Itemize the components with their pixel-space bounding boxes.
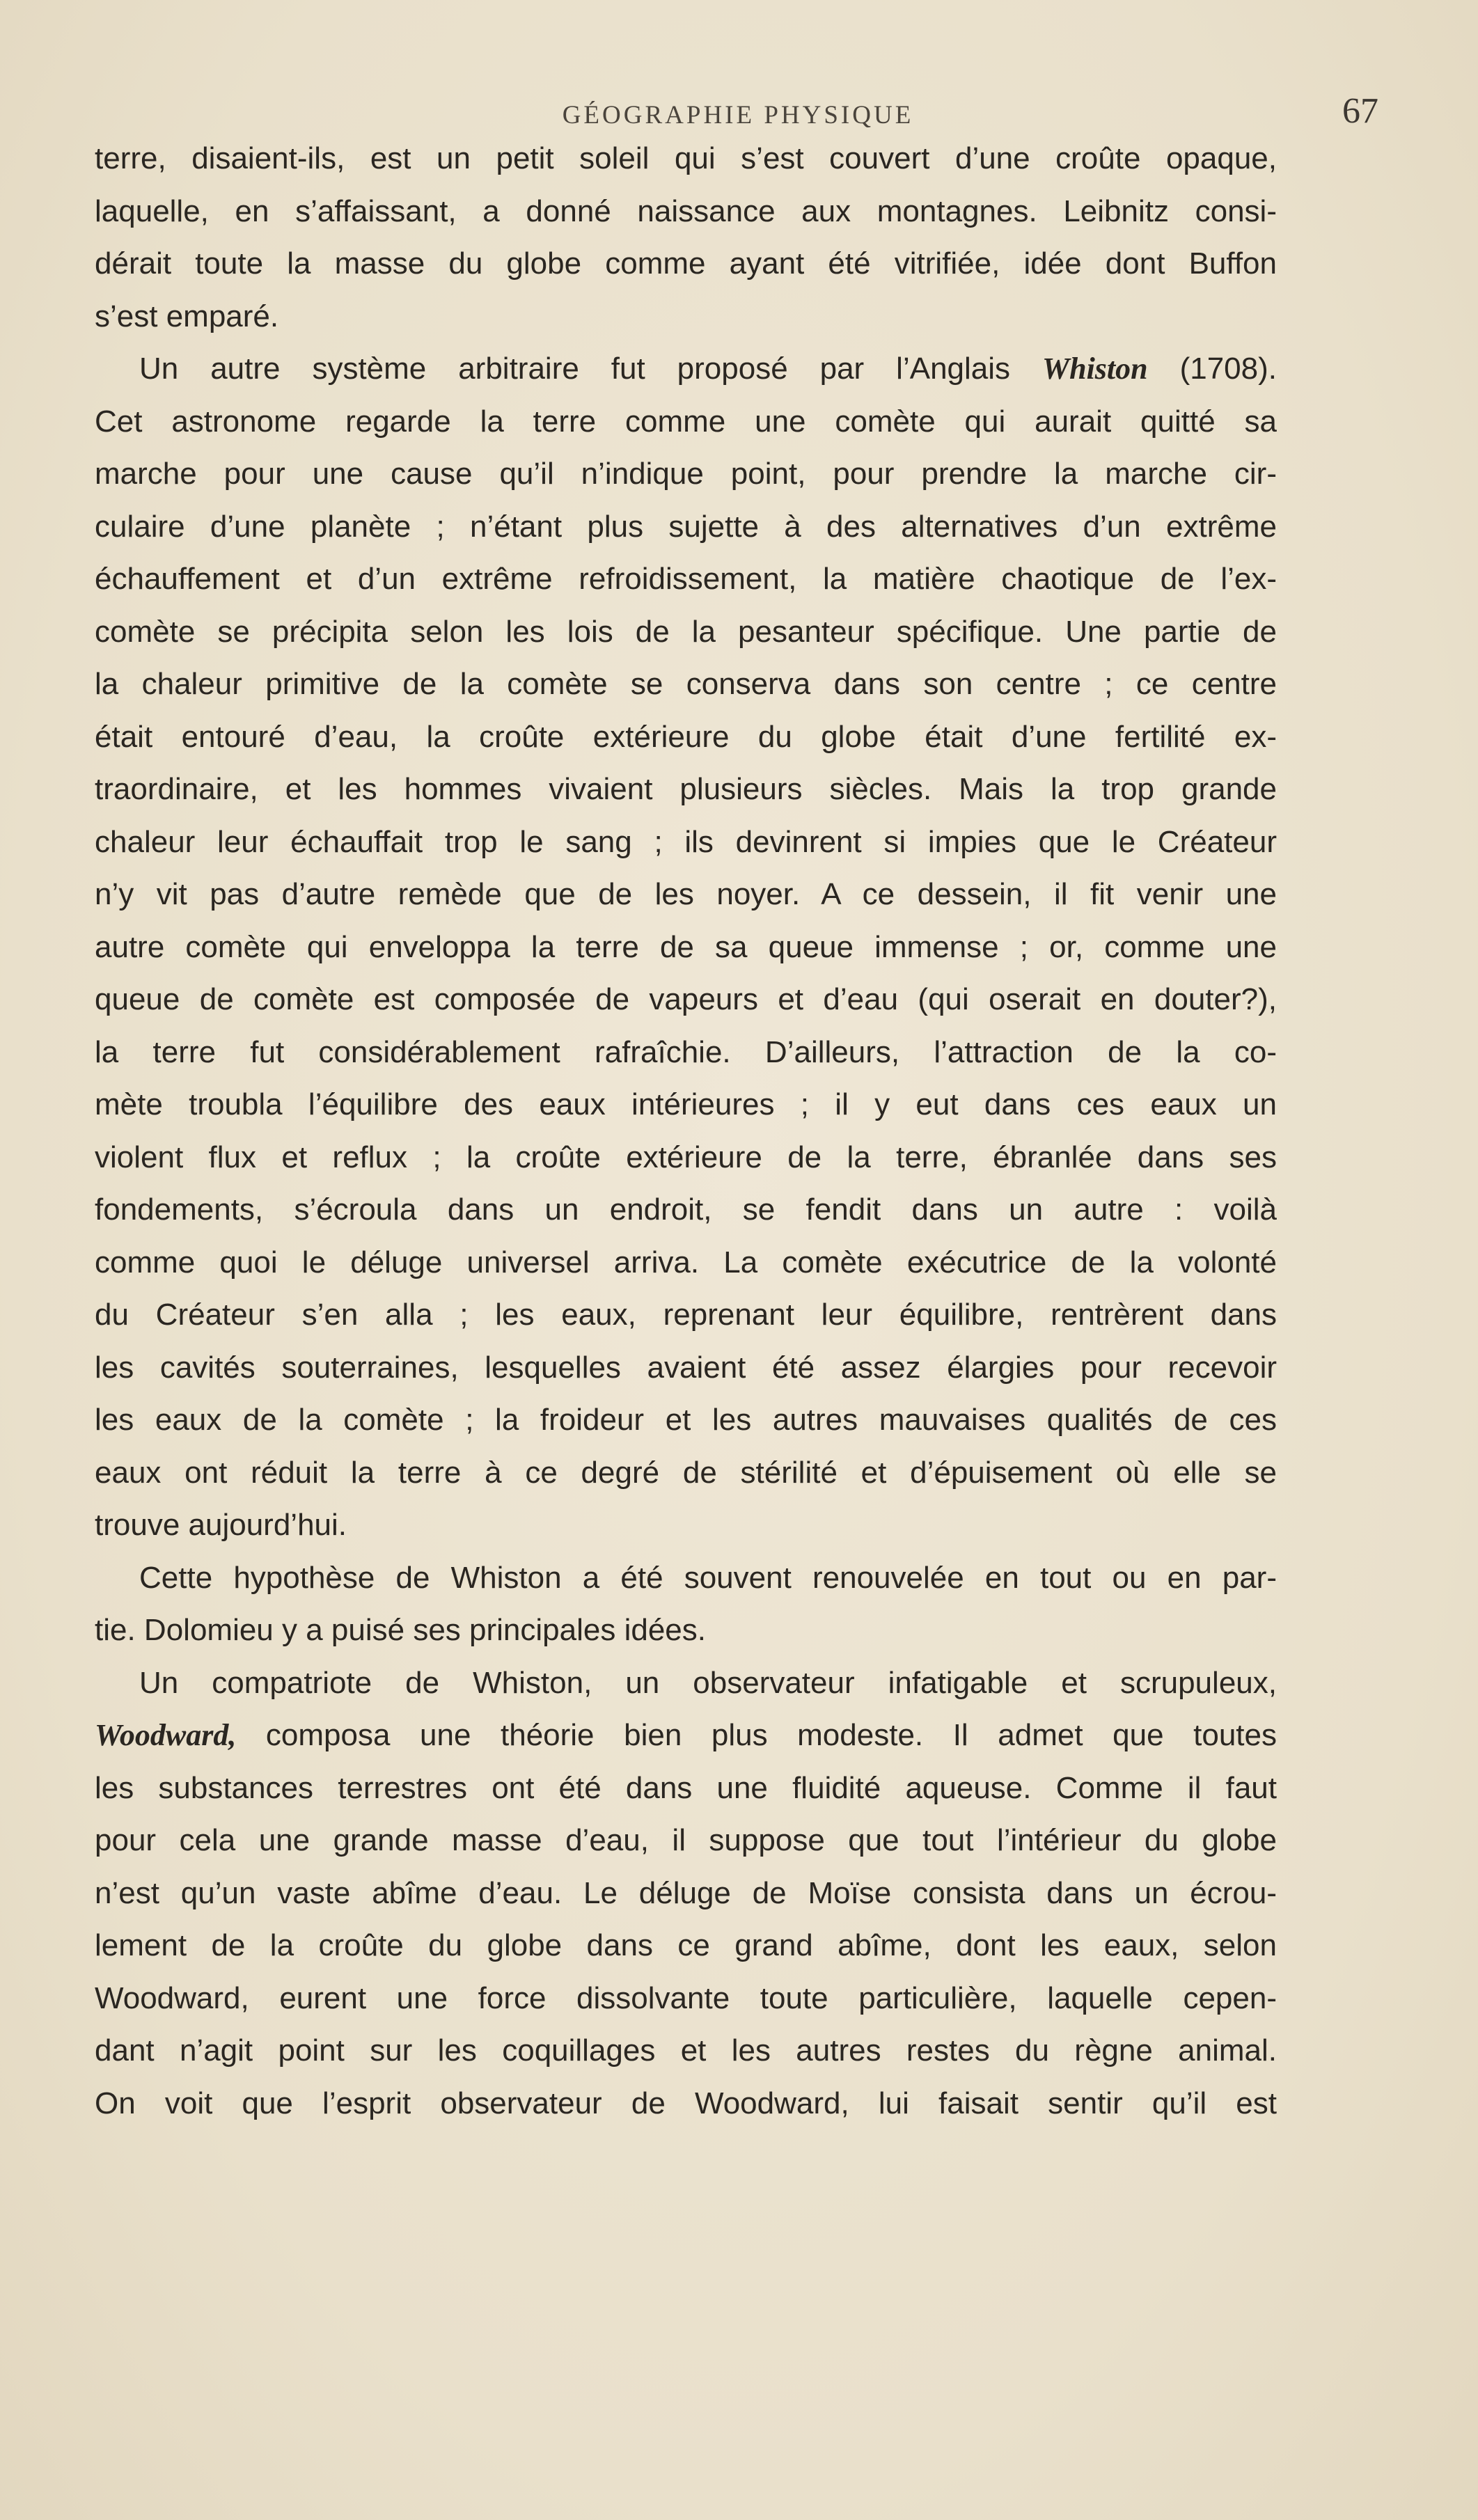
text-line	[95, 973, 1277, 1026]
text-line	[95, 342, 1277, 395]
text-run: terre, disaient-ils, est un petit soleil qui s’est couvert d’une croûte opaque,	[95, 141, 1277, 175]
text-line	[95, 1972, 1277, 2025]
text-line	[95, 1867, 1277, 1920]
text-line	[95, 501, 1277, 553]
text-run: du Créateur s’en alla ; les eaux, reprenant leur équilibre, rentrèrent dans	[95, 1298, 1277, 1332]
text-line	[95, 1604, 1277, 1657]
text-line	[95, 2024, 1277, 2077]
text-run: pour cela une grande masse d’eau, il suppose que tout l’intérieur du globe	[95, 1823, 1277, 1857]
text-line	[95, 1499, 1277, 1552]
text-run: fondements, s’écroula dans un endroit, se fendit dans un autre : voilà	[95, 1192, 1277, 1227]
text-line	[95, 1762, 1277, 1815]
text-run: Un compatriote de Whiston, un observateur infatigable et scrupuleux,	[139, 1665, 1277, 1700]
text-line	[95, 1552, 1277, 1605]
text-run: composa une théorie bien plus modeste. Il admet que toutes	[236, 1718, 1277, 1752]
italic-name: Woodward,	[95, 1718, 237, 1752]
text-run: (1708).	[1147, 352, 1277, 386]
text-run: dérait toute la masse du globe comme ayant été vitrifiée, idée dont Buffon	[95, 246, 1277, 281]
text-run: était entouré d’eau, la croûte extérieure du globe était d’une fertilité ex-	[95, 719, 1277, 754]
text-run: dant n’agit point sur les coquillages et les autres restes du règne animal.	[95, 2033, 1277, 2068]
text-run: Woodward, eurent une force dissolvante toute particulière, laquelle cepen-	[95, 1980, 1277, 2015]
text-line	[95, 237, 1277, 290]
text-line	[95, 1709, 1277, 1762]
text-run: trouve aujourd’hui.	[95, 1508, 347, 1542]
text-line	[95, 1236, 1277, 1289]
text-run: culaire d’une planète ; n’étant plus sujette à des alternatives d’un extrême	[95, 509, 1277, 544]
text-run: n’est qu’un vaste abîme d’eau. Le déluge de Moïse consista dans un écrou-	[95, 1875, 1277, 1910]
text-run: la chaleur primitive de la comète se conserva dans son centre ; ce centre	[95, 667, 1277, 701]
text-run: s’est emparé.	[95, 299, 279, 333]
text-line	[95, 868, 1277, 921]
text-line	[95, 1183, 1277, 1236]
body-text	[95, 132, 1277, 2129]
text-run: laquelle, en s’affaissant, a donné naissance aux montagnes. Leibnitz consi-	[95, 194, 1277, 228]
text-run: les eaux de la comète ; la froideur et les autres mauvaises qualités de ces	[95, 1403, 1277, 1437]
text-line	[95, 1919, 1277, 1972]
text-line	[95, 1447, 1277, 1499]
text-run: queue de comète est composée de vapeurs et d’eau (qui oserait en douter?),	[95, 982, 1277, 1016]
text-run: mète troubla l’équilibre des eaux intérieures ; il y eut dans ces eaux un	[95, 1087, 1277, 1121]
text-run: marche pour une cause qu’il n’indique point, pour prendre la marche cir-	[95, 457, 1277, 491]
text-run: Un autre système arbitraire fut proposé par l’Anglais	[139, 352, 1042, 386]
text-run: violent flux et reflux ; la croûte extérieure de la terre, ébranlée dans ses	[95, 1140, 1277, 1174]
text-run: la terre fut considérablement rafraîchie. D’ailleurs, l’attraction de la co-	[95, 1034, 1277, 1069]
text-run: comète se précipita selon les lois de la pesanteur spécifique. Une partie de	[95, 614, 1277, 649]
text-line	[95, 1814, 1277, 1867]
text-line	[95, 1131, 1277, 1184]
text-line	[95, 711, 1277, 764]
text-line	[95, 290, 1277, 343]
text-line	[95, 658, 1277, 711]
text-run: eaux ont réduit la terre à ce degré de stérilité et d’épuisement où elle se	[95, 1455, 1277, 1490]
running-title: GÉOGRAPHIE PHYSIQUE	[562, 101, 914, 129]
text-run: échauffement et d’un extrême refroidissement, la matière chaotique de l’ex-	[95, 562, 1277, 596]
text-line	[95, 1394, 1277, 1447]
text-run: Cet astronome regarde la terre comme une comète qui aurait quitté sa	[95, 404, 1277, 439]
text-run: chaleur leur échauffait trop le sang ; ils devinrent si impies que le Créateur	[95, 824, 1277, 859]
text-line	[95, 132, 1277, 185]
italic-name: Whiston	[1041, 352, 1148, 386]
text-line	[95, 1026, 1277, 1079]
text-line	[95, 816, 1277, 869]
text-run: les cavités souterraines, lesquelles avaient été assez élargies pour recevoir	[95, 1350, 1277, 1385]
page-number: 67	[1342, 91, 1378, 131]
text-line	[95, 1078, 1277, 1131]
text-run: lement de la croûte du globe dans ce grand abîme, dont les eaux, selon	[95, 1928, 1277, 1962]
text-line	[95, 763, 1277, 816]
text-run: comme quoi le déluge universel arriva. La comète exécutrice de la volonté	[95, 1245, 1277, 1279]
text-run: tie. Dolomieu y a puisé ses principales idées.	[95, 1613, 707, 1647]
text-run: Cette hypothèse de Whiston a été souvent renouvelée en tout ou en par-	[139, 1560, 1277, 1595]
text-line	[95, 606, 1277, 659]
text-line	[95, 1657, 1277, 1710]
text-line	[95, 395, 1277, 448]
text-run: autre comète qui enveloppa la terre de sa queue immense ; or, comme une	[95, 929, 1277, 964]
text-run: n’y vit pas d’autre remède que de les noyer. A ce dessein, il fit venir une	[95, 877, 1277, 911]
text-line	[95, 1341, 1277, 1394]
text-run: On voit que l’esprit observateur de Woodward, lui faisait sentir qu’il est	[95, 2086, 1277, 2120]
text-line	[95, 921, 1277, 974]
text-line	[95, 185, 1277, 238]
text-line	[95, 448, 1277, 501]
text-line	[95, 553, 1277, 606]
text-line	[95, 2077, 1277, 2130]
text-run: traordinaire, et les hommes vivaient plusieurs siècles. Mais la trop grande	[95, 772, 1277, 806]
text-run: les substances terrestres ont été dans une fluidité aqueuse. Comme il faut	[95, 1770, 1277, 1805]
text-line	[95, 1289, 1277, 1341]
